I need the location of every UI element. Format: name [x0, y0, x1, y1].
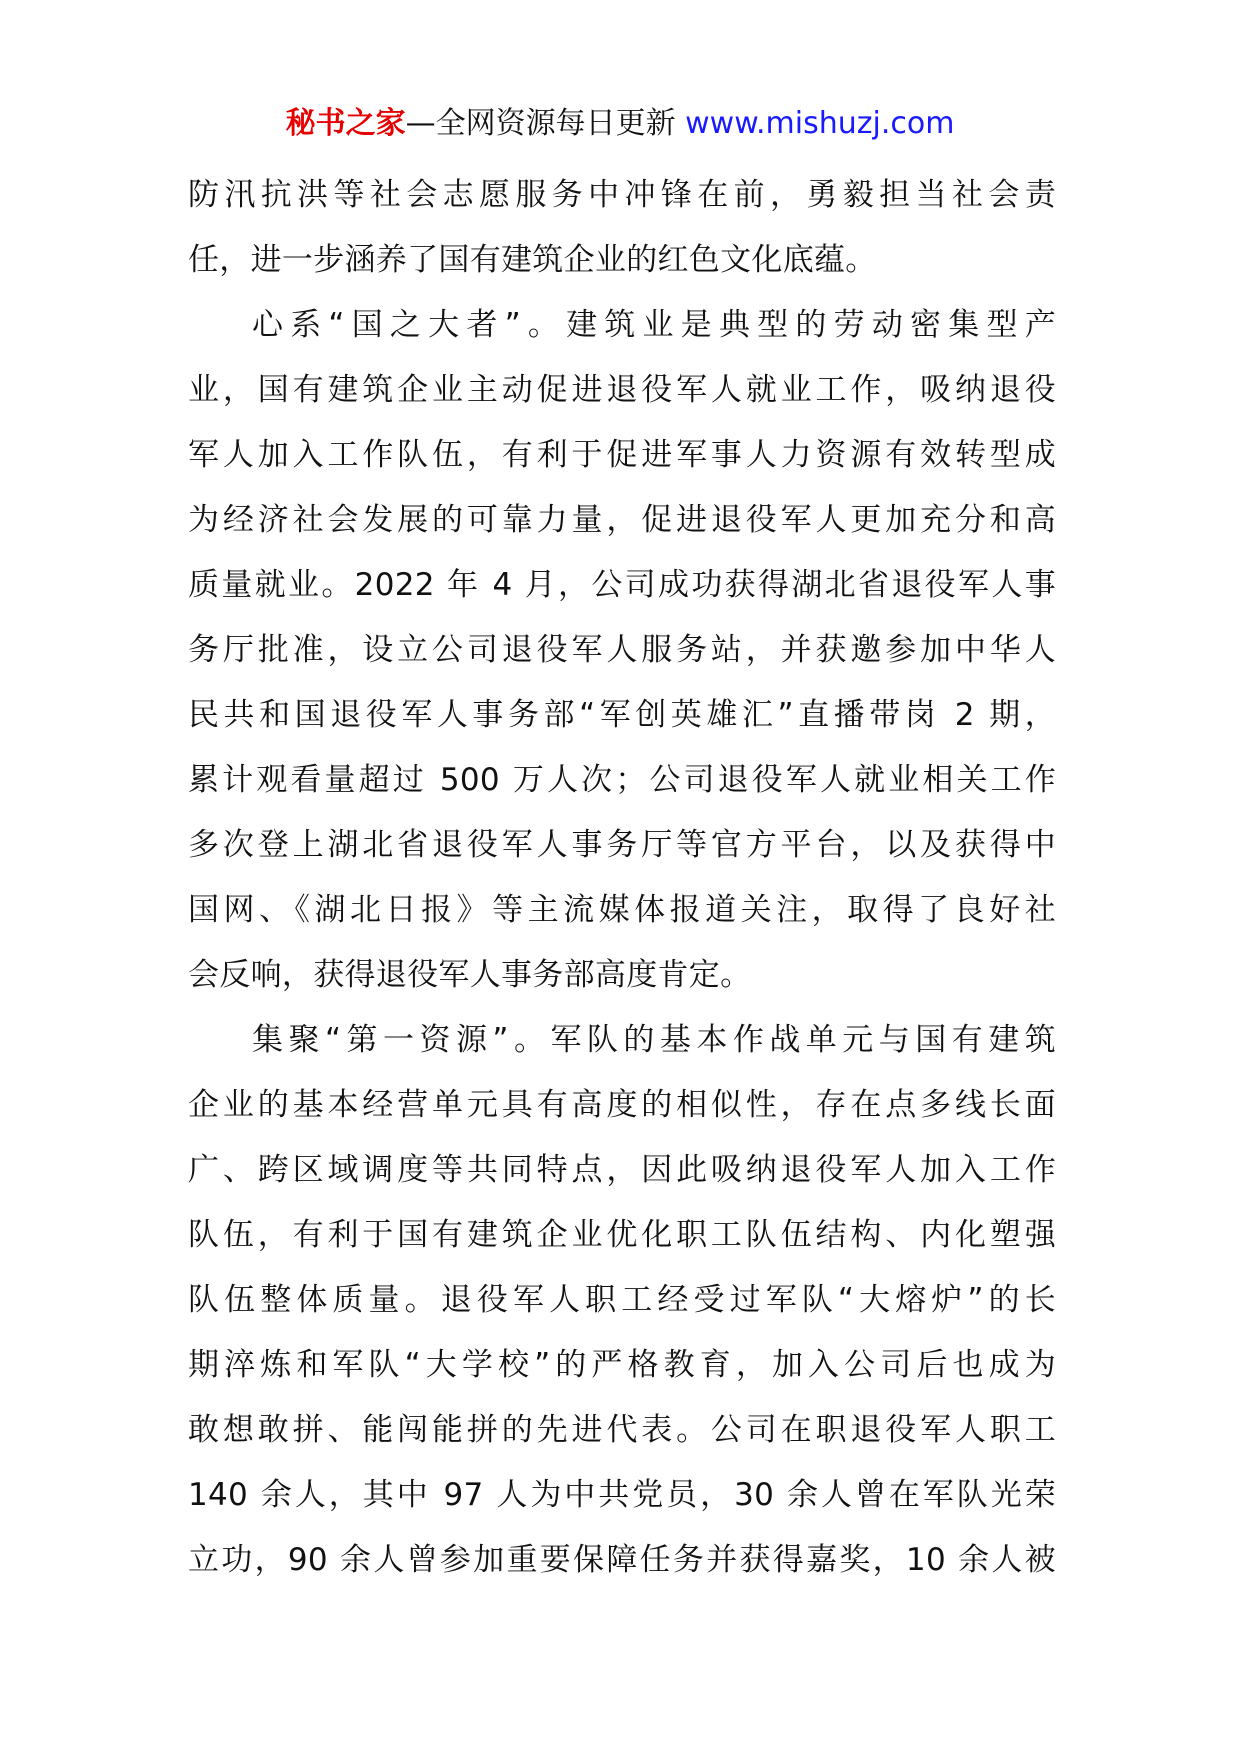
text-line: 为经济社会发展的可靠力量，促进退役军人更加充分和高: [188, 502, 1056, 538]
site-header: [0, 104, 1240, 144]
text-line: 队伍，有利于国有建筑企业优化职工队伍结构、内化塑强: [188, 1217, 1056, 1253]
text-line: 累计观看量超过 500 万人次；公司退役军人就业相关工作: [188, 762, 1056, 798]
paragraph-start-line: 集聚“第一资源”。军队的基本作战单元与国有建筑: [252, 1022, 1056, 1058]
text-line: 防汛抗洪等社会志愿服务中冲锋在前，勇毅担当社会责: [188, 177, 1056, 213]
text-line: 140 余人，其中 97 人为中共党员，30 余人曾在军队光荣: [188, 1477, 1056, 1513]
text-line: 民共和国退役军人事务部“军创英雄汇”直播带岗 2 期，: [188, 697, 1056, 733]
text-line: 敢想敢拼、能闯能拼的先进代表。公司在职退役军人职工: [188, 1412, 1056, 1448]
text-line: 广、跨区域调度等共同特点，因此吸纳退役军人加入工作: [188, 1152, 1056, 1188]
site-tagline: —全网资源每日更新: [405, 106, 676, 141]
text-line: 国网、《湖北日报》等主流媒体报道关注，取得了良好社: [188, 892, 1056, 928]
text-line: 质量就业。2022 年 4 月，公司成功获得湖北省退役军人事: [188, 567, 1056, 603]
text-line: 业，国有建筑企业主动促进退役军人就业工作，吸纳退役: [188, 372, 1056, 408]
text-line: 会反响，获得退役军人事务部高度肯定。: [188, 957, 752, 993]
text-line: 期淬炼和军队“大学校”的严格教育，加入公司后也成为: [188, 1347, 1056, 1383]
site-brand: 秘书之家: [285, 106, 406, 141]
paragraph-start-line: 心系“国之大者”。建筑业是典型的劳动密集型产: [252, 307, 1056, 343]
text-line: 军人加入工作队伍，有利于促进军事人力资源有效转型成: [188, 437, 1056, 473]
text-line: 队伍整体质量。退役军人职工经受过军队“大熔炉”的长: [188, 1282, 1056, 1318]
document-body: [188, 163, 1056, 1593]
text-line: 务厅批准，设立公司退役军人服务站，并获邀参加中华人: [188, 632, 1056, 668]
text-line: 企业的基本经营单元具有高度的相似性，存在点多线长面: [188, 1087, 1056, 1123]
site-url-link[interactable]: www.mishuzj.com: [685, 106, 955, 141]
text-line: 立功，90 余人曾参加重要保障任务并获得嘉奖，10 余人被: [188, 1542, 1056, 1578]
text-line: 多次登上湖北省退役军人事务厅等官方平台，以及获得中: [188, 827, 1056, 863]
text-line: 任，进一步涵养了国有建筑企业的红色文化底蕴。: [188, 242, 877, 278]
